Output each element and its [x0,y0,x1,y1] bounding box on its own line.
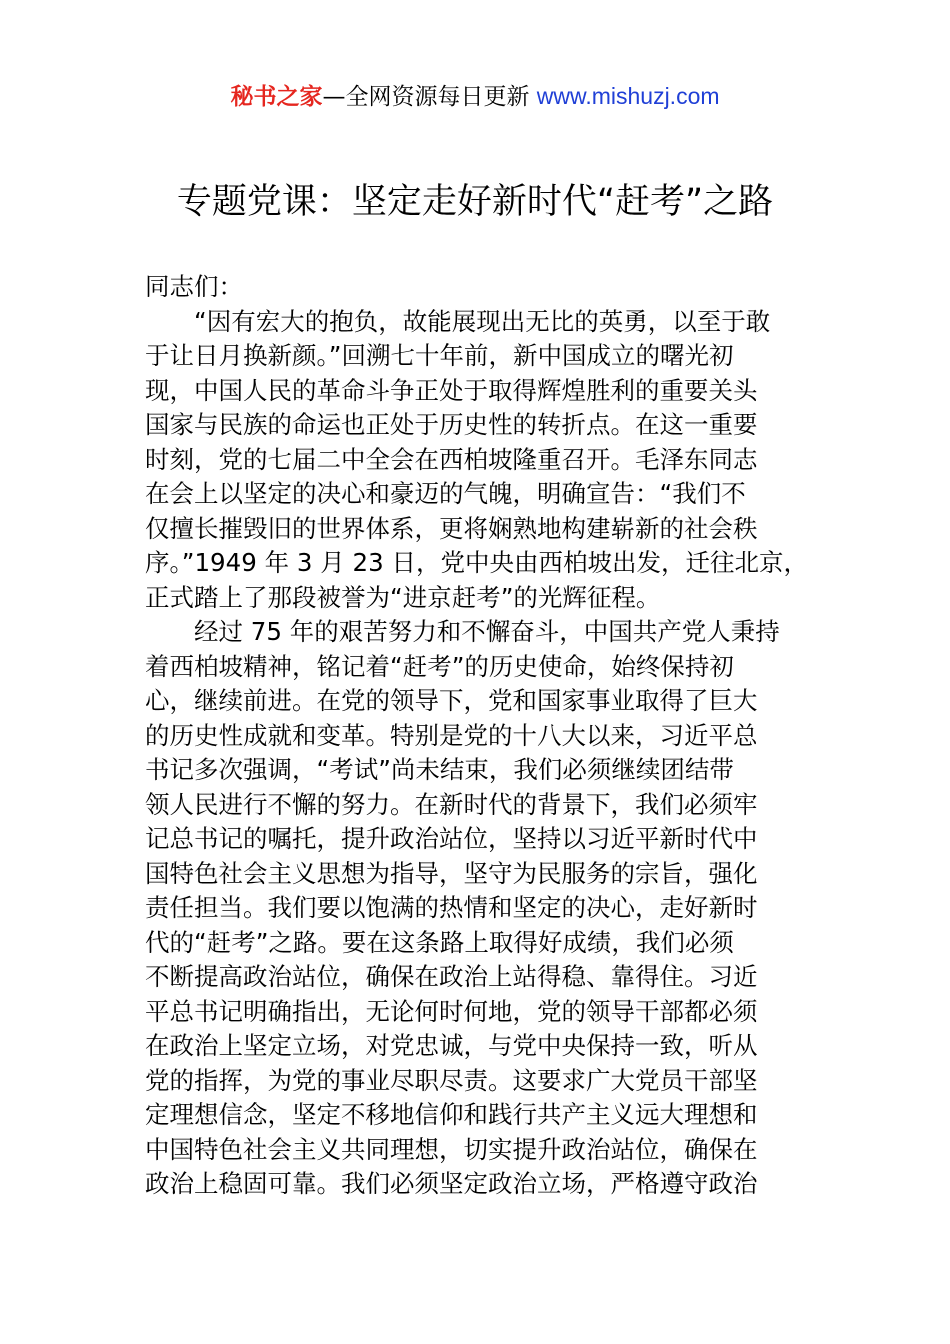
body-line: 的历史性成就和变革。特别是党的十八大以来，习近平总 [145,720,758,750]
body-line: 序。”1949 年 3 月 23 日，党中央由西柏坡出发，迁往北京， [145,548,808,577]
site-tagline: —全网资源每日更新 [322,84,537,110]
document-body [145,270,810,1202]
body-line: 中国特色社会主义共同理想，切实提升政治站位，确保在 [145,1134,758,1164]
body-line: 平总书记明确指出，无论何时何地，党的领导干部都必须 [145,996,758,1026]
body-line: 国家与民族的命运也正处于历史性的转折点。在这一重要 [145,410,758,439]
body-line: 在政治上坚定立场，对党忠诚，与党中央保持一致，听从 [145,1031,758,1060]
body-line: 着西柏坡精神，铭记着“赶考”的历史使命，始终保持初 [145,651,734,681]
body-line: 正式踏上了那段被誉为“进京赶考”的光辉征程。 [145,582,661,612]
body-line: 代的“赶考”之路。要在这条路上取得好成绩，我们必须 [145,927,734,957]
site-header [0,80,950,113]
body-line: 于让日月换新颜。”回溯七十年前，新中国成立的曙光初 [145,341,734,370]
body-line: 党的指挥，为党的事业尽职尽责。这要求广大党员干部坚 [145,1065,758,1095]
site-brand: 秘书之家 [230,84,323,110]
body-line: 领人民进行不懈的努力。在新时代的背景下，我们必须牢 [145,789,758,819]
body-line: 书记多次强调，“考试”尚未结束，我们必须继续团结带 [145,755,734,784]
body-line: 记总书记的嘱托，提升政治站位，坚持以习近平新时代中 [145,824,758,853]
document-title: 专题党课：坚定走好新时代“赶考”之路 [176,182,774,222]
site-url-link[interactable]: www.mishuzj.com [536,83,720,109]
body-line: 仅擅长摧毁旧的世界体系，更将娴熟地构建崭新的社会秩 [145,513,758,543]
body-line: 现，中国人民的革命斗争正处于取得辉煌胜利的重要关头 [145,375,758,405]
body-line: 时刻，党的七届二中全会在西柏坡隆重召开。毛泽东同志 [145,444,758,474]
body-line: 心，继续前进。在党的领导下，党和国家事业取得了巨大 [145,686,758,715]
body-line: 定理想信念，坚定不移地信仰和践行共产主义远大理想和 [145,1100,758,1129]
body-line: “因有宏大的抱负，故能展现出无比的英勇，以至于敢 [145,306,771,336]
body-line: 政治上稳固可靠。我们必须坚定政治立场，严格遵守政治 [145,1169,758,1198]
body-line: 经过 75 年的艰苦努力和不懈奋斗，中国共产党人秉持 [145,617,780,646]
body-line: 国特色社会主义思想为指导，坚守为民服务的宗旨，强化 [145,858,758,888]
body-line: 在会上以坚定的决心和豪迈的气魄，明确宣告：“我们不 [145,479,746,508]
body-line: 责任担当。我们要以饱满的热情和坚定的决心，走好新时 [145,893,758,922]
body-line: 同志们： [145,272,243,301]
body-line: 不断提高政治站位，确保在政治上站得稳、靠得住。习近 [145,962,758,991]
